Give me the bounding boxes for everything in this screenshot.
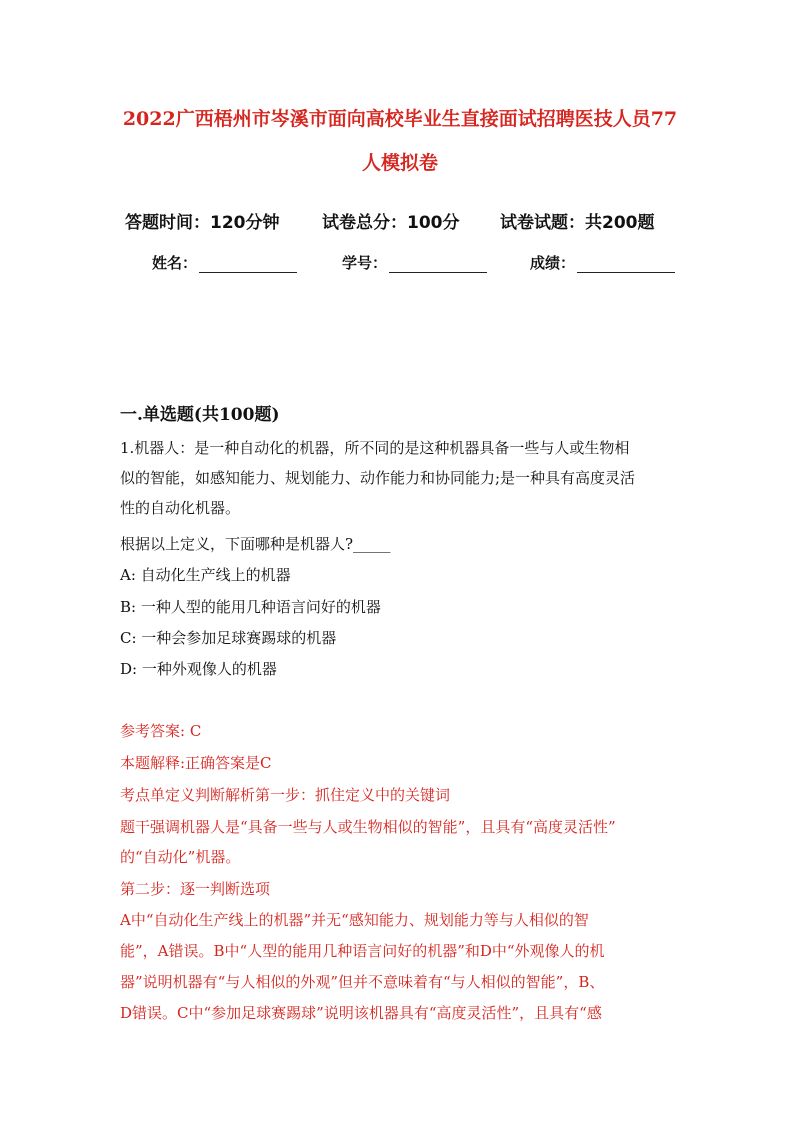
explanation-line: A中“自动化生产线上的机器”并无“感知能力、规划能力等与人相似的智 [120,911,589,929]
score-label: 成绩： [530,254,576,272]
question-line: 性的自动化机器。 [120,499,241,517]
student-id-field [342,252,487,273]
explanation-line: D错误。C中“参加足球赛踢球”说明该机器具有“高度灵活性”，且具有“感 [120,1004,602,1022]
explanation-line: 本题解释:正确答案是C [120,754,272,772]
explanation-line: 器”说明机器有“与人相似的外观”但并不意味着有“与人相似的智能”，B、 [120,973,605,991]
explanation-line: 题干强调机器人是“具备一些与人或生物相似的智能”，且具有“高度灵活性” [120,818,616,836]
name-label: 姓名： [152,254,198,272]
explanation-line: 考点单定义判断解析第一步：抓住定义中的关键词 [120,786,451,804]
student-id-label: 学号： [342,254,388,272]
exam-question-count: 试卷试题：共200题 [500,213,655,233]
document-title-line2: 人模拟卷 [361,152,438,174]
student-id-blank [389,258,487,273]
explanation-line: 的“自动化”机器。 [120,848,241,866]
name-blank [199,258,297,273]
option-b: B: 一种人型的能用几种语言问好的机器 [120,598,381,616]
document-title-line1: 2022广西梧州市岑溪市面向高校毕业生直接面试招聘医技人员77 [122,108,678,130]
option-c: C: 一种会参加足球赛踢球的机器 [120,629,337,647]
option-d: D: 一种外观像人的机器 [120,660,277,678]
reference-answer: 参考答案: C [120,722,202,740]
score-blank [577,258,675,273]
question-prompt: 根据以上定义，下面哪种是机器人?_____ [120,535,391,553]
question-line: 似的智能，如感知能力、规划能力、动作能力和协同能力;是一种具有高度灵活 [120,469,636,487]
explanation-line: 能”，A错误。B中“人型的能用几种语言问好的机器”和D中“外观像人的机 [120,942,605,960]
exam-total-score: 试卷总分：100分 [322,213,460,233]
question-line: 1.机器人：是一种自动化的机器，所不同的是这种机器具备一些与人或生物相 [120,439,630,457]
section-title: 一.单选题(共100题) [120,405,280,425]
option-a: A: 自动化生产线上的机器 [120,566,291,584]
explanation-line: 第二步：逐一判断选项 [120,880,271,898]
name-field [152,252,297,273]
score-field [530,252,675,273]
exam-time: 答题时间：120分钟 [125,213,280,233]
